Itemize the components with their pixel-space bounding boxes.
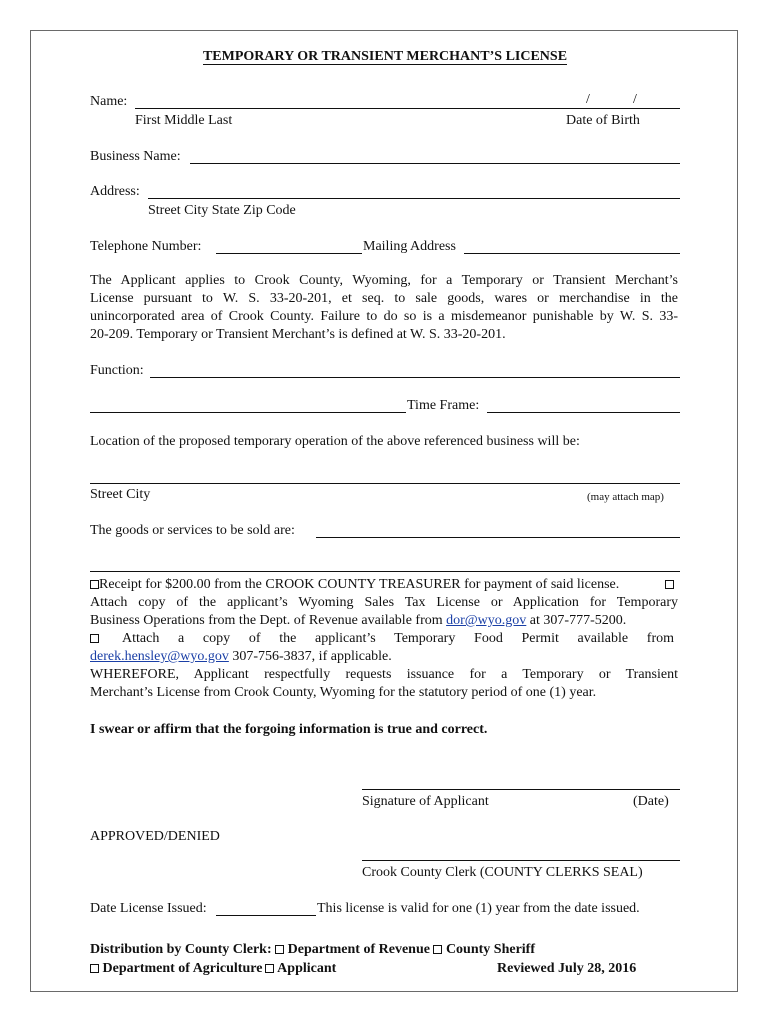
distribution-label: Distribution by County Clerk: <box>90 942 272 957</box>
intro-line-4: 20-209. Temporary or Transient Merchant’s is defined at W. S. 33-20-201. <box>90 327 506 342</box>
date-issued-field[interactable] <box>216 915 316 916</box>
business-name-label: Business Name: <box>90 149 181 164</box>
goods-label: The goods or services to be sold are: <box>90 523 295 538</box>
mailing-label: Mailing Address <box>363 239 456 254</box>
mailing-field[interactable] <box>464 253 680 254</box>
sales-tax-line-2-post: at 307-777-5200. <box>526 613 627 628</box>
intro-line-2: License pursuant to W. S. 33-20-201, et seq. to sale goods, wares or merchandise in the <box>90 291 678 306</box>
telephone-label: Telephone Number: <box>90 239 202 254</box>
wherefore-line-2: Merchant’s License from Crook County, Wyoming for the statutory period of one (1) year. <box>90 685 597 700</box>
name-field[interactable] <box>135 108 680 109</box>
dob-slash-2: / <box>633 92 637 107</box>
sales-tax-checkbox[interactable] <box>665 580 674 589</box>
wherefore-line-1: WHEREFORE, Applicant respectfully requests issuance for a Temporary or Transient <box>90 667 678 682</box>
dept-agriculture-label: Department of Agriculture <box>102 961 263 976</box>
time-frame-field[interactable] <box>487 412 680 413</box>
function-label: Function: <box>90 363 144 378</box>
form-title <box>0 48 770 66</box>
location-sublabel: Street City <box>90 487 151 502</box>
sales-tax-line-2 <box>90 612 626 630</box>
signature-label: Signature of Applicant <box>362 794 489 809</box>
intro-line-3: unincorporated area of Crook County. Failure to do so is a misdemeanor punishable by W. S. 33- <box>90 309 678 324</box>
signature-date-label: (Date) <box>633 794 669 809</box>
date-issued-label: Date License Issued: <box>90 901 207 916</box>
county-sheriff-checkbox[interactable] <box>433 945 442 954</box>
form-border <box>30 30 738 992</box>
validity-text: This license is valid for one (1) year from the date issued. <box>317 901 640 916</box>
intro-line-1: The Applicant applies to Crook County, Wyoming, for a Temporary or Transient Merchant’s <box>90 273 678 288</box>
sales-tax-line-2-pre: Business Operations from the Dept. of Revenue available from <box>90 613 447 628</box>
distribution-row-1 <box>90 941 535 959</box>
hensley-email-link[interactable]: derek.hensley@wyo.gov <box>90 649 229 664</box>
food-permit-checkbox[interactable] <box>90 634 99 643</box>
function-field-continued[interactable] <box>90 412 406 413</box>
signature-field[interactable] <box>362 789 680 790</box>
dor-email-link[interactable]: dor@wyo.gov <box>446 613 527 628</box>
receipt-text: Receipt for $200.00 from the CROOK COUNTY TREASURER for payment of said license. <box>99 577 620 592</box>
dept-revenue-label: Department of Revenue <box>287 942 430 957</box>
food-permit-phone: 307-756-3837, if applicable. <box>228 649 392 664</box>
dept-agriculture-checkbox[interactable] <box>90 964 99 973</box>
dob-slash-1: / <box>586 92 590 107</box>
address-field[interactable] <box>148 198 680 199</box>
form-title-text: TEMPORARY OR TRANSIENT MERCHANT’S LICENSE <box>202 49 568 64</box>
swear-statement: I swear or affirm that the forgoing information is true and correct. <box>90 722 488 737</box>
dob-sublabel: Date of Birth <box>566 113 640 128</box>
attach-map-note: (may attach map) <box>587 491 664 503</box>
food-permit-line-2 <box>90 648 392 666</box>
applicant-checkbox[interactable] <box>265 964 274 973</box>
applicant-label: Applicant <box>277 961 337 976</box>
receipt-row <box>90 576 619 594</box>
food-permit-text: Attach a copy of the applicant’s Temporary Food Permit available from <box>122 631 674 646</box>
business-name-field[interactable] <box>190 163 680 164</box>
function-field[interactable] <box>150 377 680 378</box>
reviewed-date: Reviewed July 28, 2016 <box>497 961 637 976</box>
address-label: Address: <box>90 184 140 199</box>
location-text: Location of the proposed temporary operation of the above referenced business will be: <box>90 434 580 449</box>
dept-revenue-checkbox[interactable] <box>275 945 284 954</box>
location-field[interactable] <box>90 483 680 484</box>
address-sublabel: Street City State Zip Code <box>148 203 296 218</box>
time-frame-label: Time Frame: <box>407 398 480 413</box>
name-sublabel: First Middle Last <box>135 113 233 128</box>
clerk-label: Crook County Clerk (COUNTY CLERKS SEAL) <box>362 865 643 880</box>
telephone-field[interactable] <box>216 253 362 254</box>
distribution-row-2 <box>90 960 336 978</box>
sales-tax-line-1: Attach copy of the applicant’s Wyoming Sales Tax License or Application for Temporary <box>90 595 678 610</box>
approved-denied: APPROVED/DENIED <box>90 829 220 844</box>
goods-field-continued[interactable] <box>90 571 680 572</box>
county-sheriff-label: County Sheriff <box>445 942 535 957</box>
name-label: Name: <box>90 94 128 109</box>
goods-field[interactable] <box>316 537 680 538</box>
receipt-checkbox[interactable] <box>90 580 99 589</box>
clerk-signature-field[interactable] <box>362 860 680 861</box>
